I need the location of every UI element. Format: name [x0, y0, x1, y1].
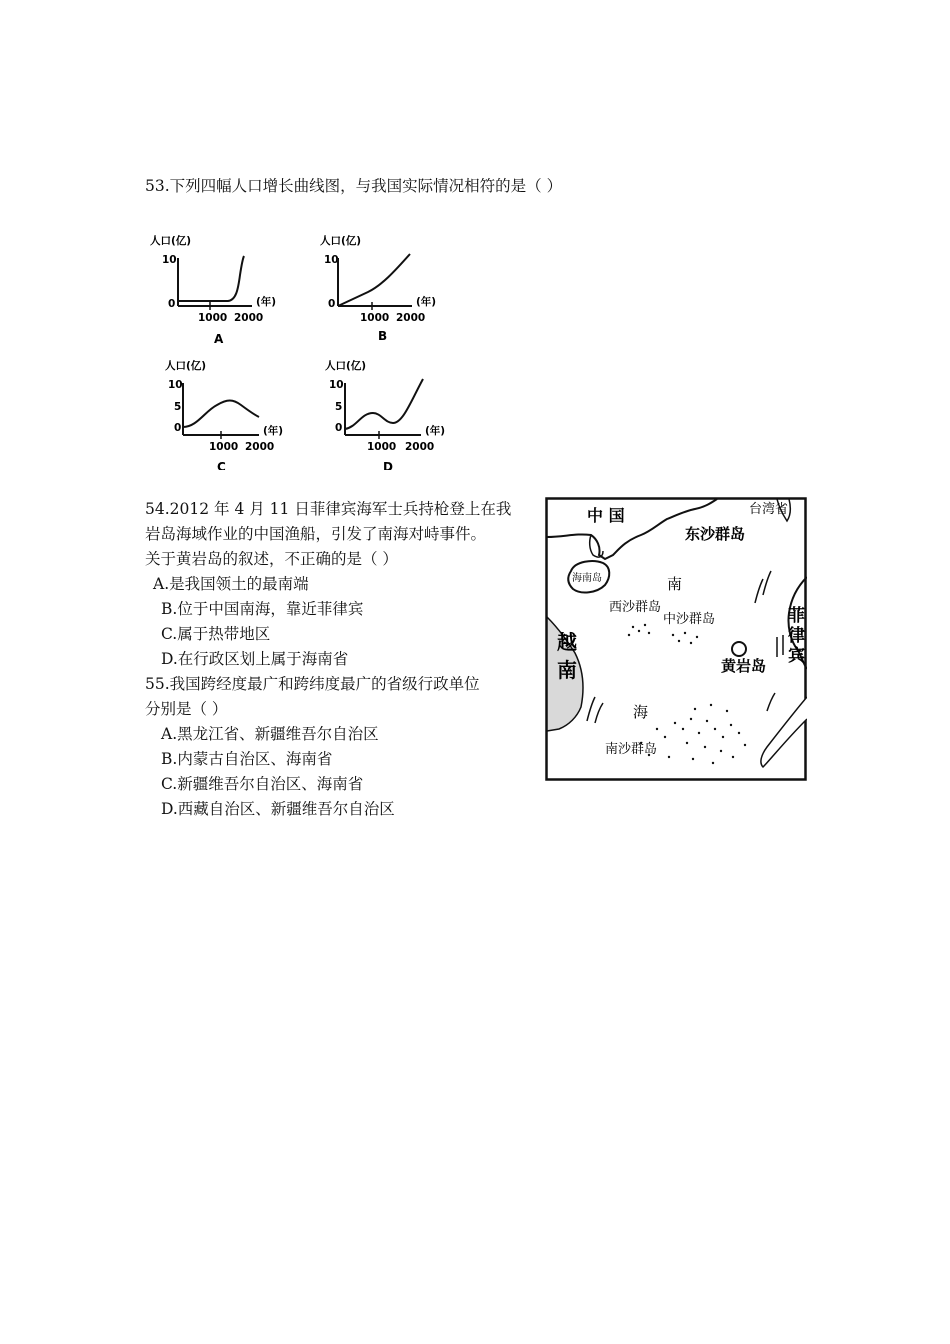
graph-c-ylabel: 人口(亿): [165, 360, 207, 372]
graph-b-curve: [338, 254, 410, 306]
graph-a: [150, 234, 276, 346]
question-54-option-c: C.属于热带地区: [161, 625, 271, 643]
question-55-option-c: C.新疆维吾尔自治区、海南省: [161, 775, 364, 793]
graph-b-ytick-0: 0: [328, 298, 336, 310]
label-dongsha: 东沙群岛: [685, 525, 746, 543]
graph-c-ytick-10: 10: [168, 379, 183, 391]
label-zhongsha: 中沙群岛: [663, 612, 716, 627]
graph-b: [320, 234, 436, 343]
graph-c: [165, 359, 283, 470]
graph-b-xtick-1000: 1000: [360, 312, 390, 324]
label-vietnam-1: 越: [557, 630, 577, 654]
question-54-option-b: B.位于中国南海，靠近菲律宾: [161, 600, 364, 618]
graph-d-ytick-5: 5: [335, 401, 343, 413]
label-hainan: 海南岛: [572, 573, 602, 584]
label-taiwan: 台湾省: [749, 502, 789, 517]
graph-d-ytick-0: 0: [335, 422, 343, 434]
graph-a-caption: A: [214, 332, 224, 346]
graph-d-curve: [345, 379, 423, 429]
graph-a-ytick-10: 10: [162, 254, 177, 266]
graph-a-curve: [178, 256, 244, 301]
graph-a-xtick-1000: 1000: [198, 312, 228, 324]
population-graphs: [150, 230, 470, 470]
question-54-line-1: 54.2012 年 4 月 11 日菲律宾海军士兵持枪登上在我: [145, 500, 512, 518]
question-55-option-b: B.内蒙古自治区、海南省: [161, 750, 333, 768]
question-54-line-3: 关于黄岩岛的叙述，不正确的是（ ）: [145, 550, 398, 568]
graph-d-ylabel: 人口(亿): [325, 360, 367, 372]
graph-c-xtick-1000: 1000: [209, 441, 239, 453]
graph-d-xtick-2000: 2000: [405, 441, 435, 453]
label-philippines-1: 菲: [788, 606, 805, 626]
label-china: 中 国: [587, 506, 625, 525]
graph-c-xtick-2000: 2000: [245, 441, 275, 453]
question-54-option-d: D.在行政区划上属于海南省: [161, 650, 349, 668]
graph-a-ylabel: 人口(亿): [150, 235, 192, 247]
graph-c-xunit: (年): [263, 425, 284, 437]
south-china-sea-map: [545, 497, 807, 781]
question-55-line-1: 55.我国跨经度最广和跨纬度最广的省级行政单位: [145, 675, 480, 693]
graph-d-xtick-1000: 1000: [367, 441, 397, 453]
question-54-option-a: A.是我国领土的最南端: [153, 575, 309, 593]
graph-a-xtick-2000: 2000: [234, 312, 264, 324]
graph-c-ytick-5: 5: [174, 401, 182, 413]
graph-b-ylabel: 人口(亿): [320, 235, 362, 247]
label-philippines-3: 宾: [788, 646, 805, 666]
graph-b-ytick-10: 10: [324, 254, 339, 266]
graph-d-caption: D: [383, 460, 393, 470]
graph-b-xtick-2000: 2000: [396, 312, 426, 324]
label-nansha: 南沙群岛: [605, 742, 658, 757]
question-55-option-d: D.西藏自治区、新疆维吾尔自治区: [161, 800, 395, 818]
label-hai: 海: [633, 703, 649, 721]
question-55-option-a: A.黑龙江省、新疆维吾尔自治区: [161, 725, 379, 743]
graph-d: [325, 359, 445, 470]
graph-a-ytick-0: 0: [168, 298, 176, 310]
question-54-line-2: 岩岛海域作业的中国渔船，引发了南海对峙事件。: [145, 525, 487, 543]
graph-d-xunit: (年): [425, 425, 446, 437]
label-huangyan: 黄岩岛: [721, 657, 767, 675]
huangyan-marker: [732, 642, 746, 656]
question-53-stem: 53.下列四幅人口增长曲线图，与我国实际情况相符的是（ ）: [145, 177, 563, 195]
question-55-line-2: 分别是（ ）: [145, 700, 228, 718]
label-philippines-2: 律: [788, 626, 805, 646]
label-xisha: 西沙群岛: [609, 600, 662, 615]
graph-b-xunit: (年): [416, 296, 437, 308]
label-vietnam-2: 南: [557, 658, 577, 682]
label-nan: 南: [667, 575, 683, 593]
graph-c-ytick-0: 0: [174, 422, 182, 434]
graph-d-ytick-10: 10: [329, 379, 344, 391]
graph-c-caption: C: [217, 460, 226, 470]
graph-a-xunit: (年): [256, 296, 277, 308]
graph-b-caption: B: [378, 329, 388, 343]
graph-c-curve: [183, 401, 259, 428]
